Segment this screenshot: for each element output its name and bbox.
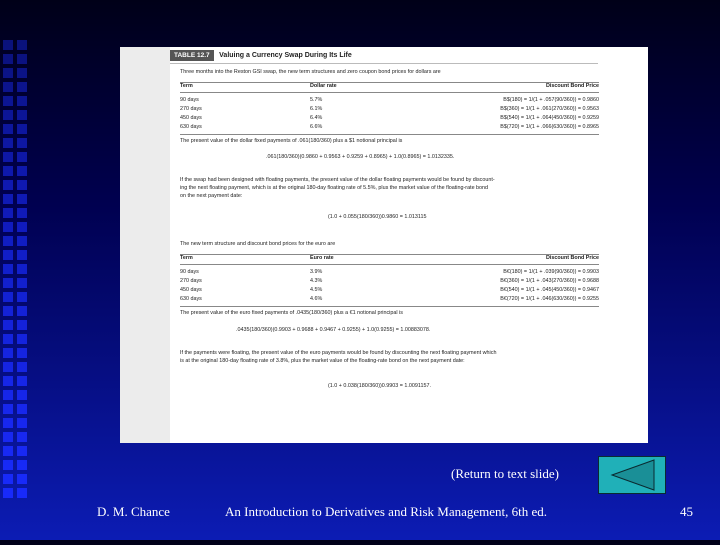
decorative-square (17, 40, 27, 50)
decorative-square (3, 306, 13, 316)
dollar-table-header (180, 82, 599, 93)
header-price: Discount Bond Price (545, 83, 599, 89)
floating-dollar-text-3: on the next payment date: (180, 193, 243, 199)
decorative-square (3, 208, 13, 218)
decorative-square (3, 264, 13, 274)
pv-euro-text: The present value of the euro fixed payments of .0435(180/360) plus a €1 notional principal is (180, 306, 599, 316)
decorative-square (3, 348, 13, 358)
header-rate: Euro rate (310, 255, 334, 261)
row-rate: 5.7% (310, 97, 323, 103)
row-term: 270 days (180, 278, 202, 284)
header-rate: Dollar rate (310, 83, 337, 89)
row-price: B€(720) = 1/(1 + .046(630/360)) = 0.9255 (500, 296, 599, 302)
decorative-square (3, 152, 13, 162)
floating-euro-text-2: is at the original 180-day floating rate of 3.8%, plus the market value of the floating-rate bond on the next payment date: (180, 358, 465, 364)
decorative-square (3, 404, 13, 414)
decorative-square (17, 390, 27, 400)
row-term: 630 days (180, 124, 202, 130)
floating-dollar-text-2: ing the next floating payment, which is at the original 180-day floating rate of 5.5%, plus the market value of the floating-rate bond (180, 185, 489, 191)
decorative-square (3, 138, 13, 148)
row-price: B€(540) = 1/(1 + .045(450/360)) = 0.9467 (500, 287, 599, 293)
row-price: B$(540) = 1/(1 + .064(450/360)) = 0.9259 (500, 115, 599, 121)
decorative-square (3, 418, 13, 428)
decorative-square (17, 460, 27, 470)
row-price: B€(360) = 1/(1 + .043(270/360)) = 0.9688 (500, 278, 599, 284)
decorative-square (3, 166, 13, 176)
decorative-square (3, 110, 13, 120)
decorative-square (17, 208, 27, 218)
decorative-square (17, 362, 27, 372)
row-rate: 4.3% (310, 278, 323, 284)
decorative-square (17, 320, 27, 330)
row-price: B$(720) = 1/(1 + .066(630/360)) = 0.8965 (500, 124, 599, 130)
footer-author: D. M. Chance (97, 504, 170, 519)
decorative-square (3, 194, 13, 204)
decorative-square (3, 334, 13, 344)
decorative-square (3, 362, 13, 372)
row-rate: 6.4% (310, 115, 323, 121)
decorative-square (17, 152, 27, 162)
decorative-square (17, 488, 27, 498)
decorative-square (17, 110, 27, 120)
row-rate: 4.5% (310, 287, 323, 293)
return-to-text-slide-link[interactable]: (Return to text slide) (451, 466, 559, 481)
floating-dollar-text-1: If the swap had been designed with floating payments, the present value of the dollar floating payments would be found by discount- (180, 177, 495, 183)
row-rate: 6.6% (310, 124, 323, 130)
row-term: 270 days (180, 106, 202, 112)
decorative-square (17, 292, 27, 302)
euro-table-header (180, 254, 599, 265)
table-label: TABLE 12.7 (170, 50, 214, 61)
decorative-square (3, 474, 13, 484)
decorative-square (3, 390, 13, 400)
decorative-square (17, 446, 27, 456)
pv-dollar-text: The present value of the dollar fixed payments of .061(180/360) plus a $1 notional principal is (180, 134, 599, 144)
row-rate: 4.6% (310, 296, 323, 302)
decorative-square (17, 96, 27, 106)
decorative-square (17, 306, 27, 316)
decorative-square (3, 68, 13, 78)
decorative-square (3, 96, 13, 106)
decorative-square (3, 124, 13, 134)
row-rate: 6.1% (310, 106, 323, 112)
decorative-square (17, 376, 27, 386)
decorative-square (3, 376, 13, 386)
decorative-square (17, 82, 27, 92)
row-term: 630 days (180, 296, 202, 302)
row-term: 450 days (180, 287, 202, 293)
decorative-square (3, 432, 13, 442)
decorative-square (3, 222, 13, 232)
decorative-square (17, 348, 27, 358)
decorative-square (17, 278, 27, 288)
floating-dollar-formula: (1.0 + 0.055(180/360))0.9860 = 1.013115 (328, 214, 427, 220)
decorative-square (3, 82, 13, 92)
header-term: Term (180, 255, 193, 261)
decorative-square (17, 54, 27, 64)
row-price: B$(360) = 1/(1 + .061(270/360)) = 0.9563 (500, 106, 599, 112)
table-title-bar (170, 50, 598, 64)
floating-euro-text-1: If the payments were floating, the present value of the euro payments would be found by discounting the next floating payment which (180, 350, 497, 356)
row-term: 90 days (180, 97, 199, 103)
row-term: 450 days (180, 115, 202, 121)
intro-euro: The new term structure and discount bond prices for the euro are (180, 241, 336, 247)
decorative-square (17, 250, 27, 260)
floating-euro-formula: (1.0 + 0.038(180/360))0.9903 = 1.0091157. (328, 383, 432, 389)
return-button[interactable] (598, 456, 666, 494)
decorative-square (17, 194, 27, 204)
row-term: 90 days (180, 269, 199, 275)
decorative-square (17, 124, 27, 134)
decorative-square (3, 446, 13, 456)
table-title: Valuing a Currency Swap During Its Life (219, 52, 352, 59)
decorative-squares (0, 0, 28, 540)
header-term: Term (180, 83, 193, 89)
decorative-square (3, 292, 13, 302)
footer-book-title: An Introduction to Derivatives and Risk Management, 6th ed. (225, 504, 548, 519)
decorative-square (17, 222, 27, 232)
decorative-square (3, 278, 13, 288)
decorative-square (3, 460, 13, 470)
decorative-square (17, 264, 27, 274)
decorative-square (3, 236, 13, 246)
decorative-square (17, 236, 27, 246)
decorative-square (3, 320, 13, 330)
decorative-square (3, 488, 13, 498)
decorative-square (17, 418, 27, 428)
intro-dollar: Three months into the Reston GSI swap, the new term structures and zero coupon bond prices for dollars are (180, 69, 441, 75)
decorative-square (17, 166, 27, 176)
decorative-square (17, 474, 27, 484)
pv-euro-formula: .0435(180/360)(0.9903 + 0.9688 + 0.9467 + 0.9255) + 1.0(0.9255) = 1.00883078. (236, 327, 431, 333)
decorative-square (17, 68, 27, 78)
pv-dollar-formula: .061(180/360)(0.9860 + 0.9563 + 0.9259 + 0.8965) + 1.0(0.8965) = 1.0132335. (266, 154, 455, 160)
row-rate: 3.9% (310, 269, 323, 275)
table-image-panel (120, 47, 648, 443)
row-price: B€(180) = 1/(1 + .039(90/360)) = 0.9903 (503, 269, 599, 275)
decorative-square (3, 180, 13, 190)
decorative-square (3, 40, 13, 50)
decorative-square (17, 334, 27, 344)
decorative-square (17, 138, 27, 148)
panel-side-band (120, 47, 170, 443)
decorative-square (3, 54, 13, 64)
header-price: Discount Bond Price (545, 255, 599, 261)
decorative-square (17, 404, 27, 414)
decorative-square (17, 180, 27, 190)
decorative-square (3, 250, 13, 260)
page-number: 45 (680, 504, 693, 519)
row-price: B$(180) = 1/(1 + .057(90/360)) = 0.9860 (503, 97, 599, 103)
decorative-square (17, 432, 27, 442)
